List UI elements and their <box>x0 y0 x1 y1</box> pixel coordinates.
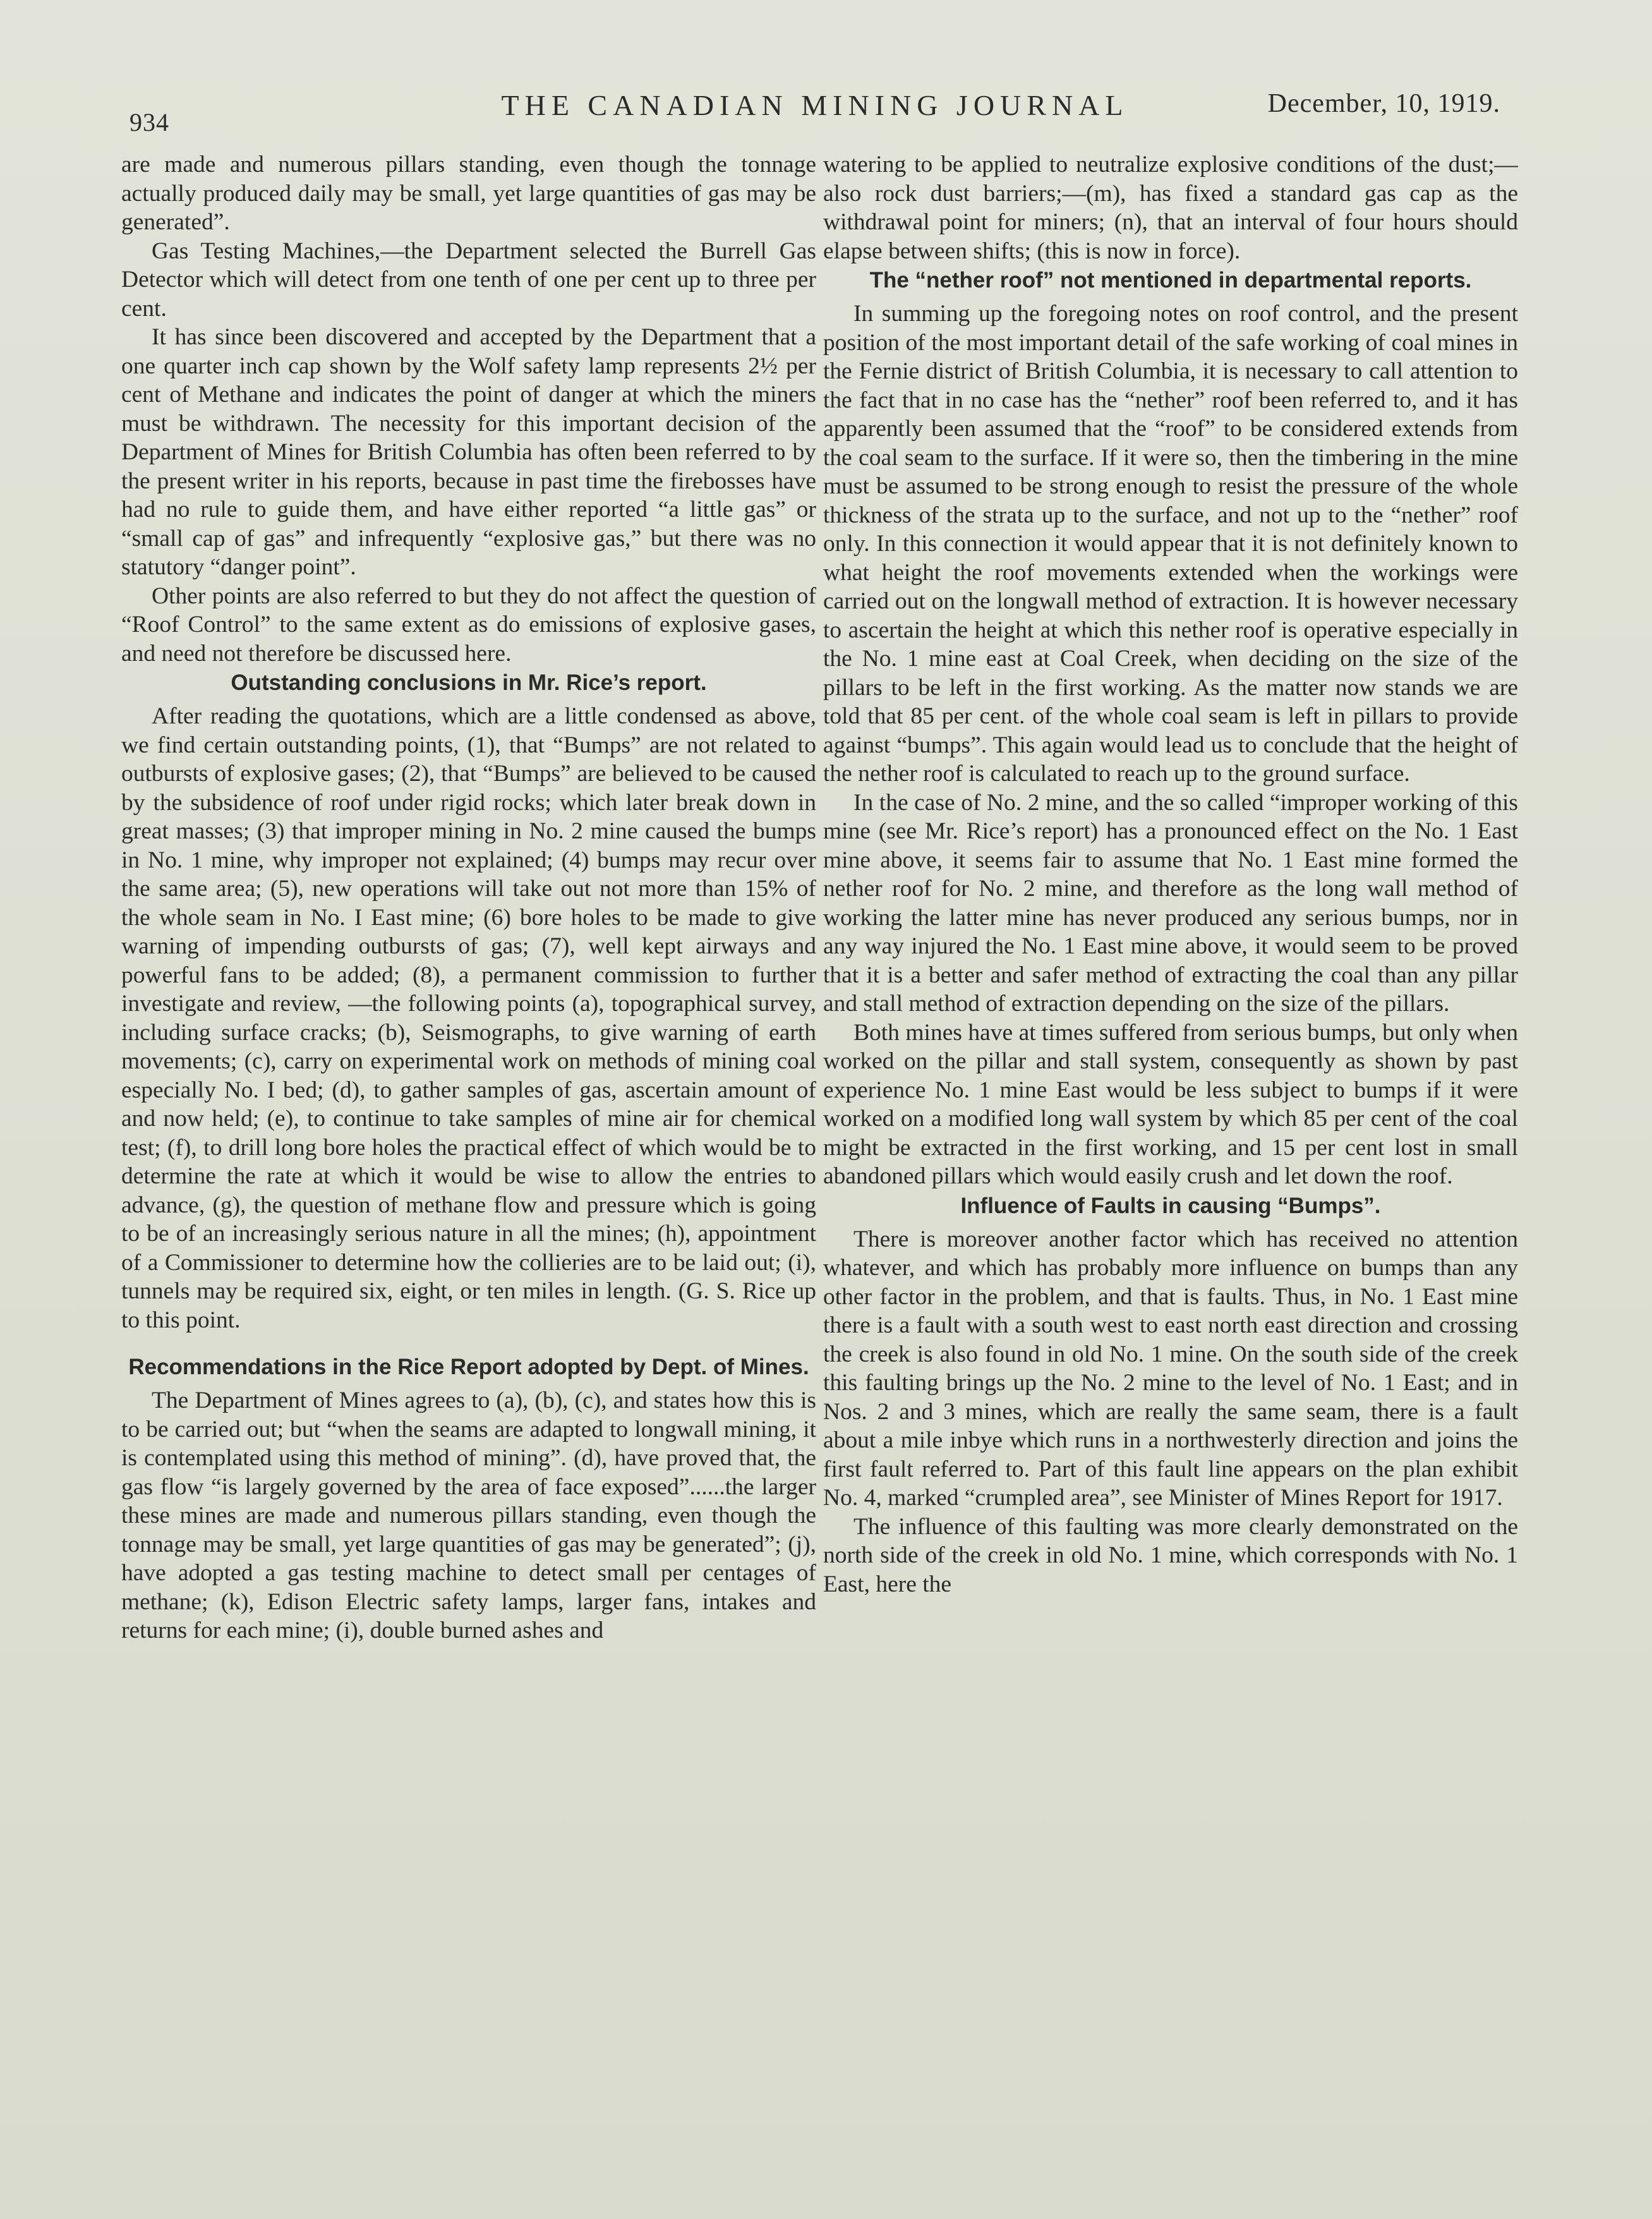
right-paragraph-6: The influence of this faulting was more clearly demonstrated on the north side of the creek in old No. 1 mine, which corresponds with No. 1 East, here the <box>823 1513 1518 1597</box>
page-header <box>130 88 1500 136</box>
right-paragraph-4: Both mines have at times suffered from serious bumps, but only when worked on the pillar and stall system, consequently as shown by past experience No. 1 mine East would be less subject to bumps if it were worked on a modified long wall system by which 85 per cent of the coal might be extracted in the first working, and 15 per cent lost in small abandoned pillars which would easily crush and let down the roof. <box>823 1019 1518 1189</box>
page-number: 934 <box>130 108 169 136</box>
right-paragraph-5: There is moreover another factor which has received no attention whatever, and which has probably more influence on bumps than any other factor in the problem, and that is faults. Thus, in No. 1 East mine there is a fault with a south west to east north east direction and crossing the creek is also found in old No. 1 mine. On the south side of the creek this faulting brings up the No. 2 mine to the level of No. 1 East; and in Nos. 2 and 3 mines, which are really the same seam, there is a fault about a mile inbye which runs in a northwesterly direction and joins the first fault referred to. Part of this fault line appears on the plan exhibit No. 4, marked “crumpled area”, see Minister of Mines Report for 1917. <box>823 1226 1518 1511</box>
left-paragraph-1: are made and numerous pillars standing, even though the tonnage actually produced daily may be small, yet large quantities of gas may be generated”. <box>121 152 816 235</box>
section-heading-nether-roof: The “nether roof” not mentioned in departmental reports. <box>869 268 1472 293</box>
right-paragraph-1: watering to be applied to neutralize explosive conditions of the dust;—also rock dust barriers;—(m), has fixed a standard gas cap as the withdrawal point for miners; (n), that an interval of four hours should elapse between shifts; (this is now in force). <box>823 152 1518 264</box>
section-heading-influence-of-faults: Influence of Faults in causing “Bumps”. <box>960 1193 1381 1218</box>
issue-date: December, 10, 1919. <box>1267 89 1500 118</box>
section-heading-outstanding-conclusions: Outstanding conclusions in Mr. Rice’s report. <box>231 670 707 695</box>
section-heading-recommendations: Recommendations in the Rice Report adopted by Dept. of Mines. <box>128 1355 809 1379</box>
left-paragraph-4: Other points are also referred to but they do not affect the question of “Roof Control” to the same extent as do emissions of explosive gases, and need not therefore be discussed here. <box>121 583 816 667</box>
left-paragraph-5: After reading the quotations, which are a little condensed as above, we find certain outstanding points, (1), that “Bumps” are not related to outbursts of explosive gases; (2), that “Bumps” are believed to be caused by the subsidence of roof under rigid rocks; which later break down in great masses; (3) that improper mining in No. 2 mine caused the bumps in No. 1 mine, why improper not explained; (4) bumps may recur over the same area; (5), new operations will take out not more than 15% of the whole seam in No. I East mine; (6) bore holes to be made to give warning of impending outbursts of gas; (7), well kept airways and powerful fans to be added; (8), a permanent commission to further investigate and review, —the following points (a), topographical survey, including surface cracks; (b), Seismographs, to give warning of earth movements; (c), carry on experimental work on methods of mining coal especially No. I bed; (d), to gather samples of gas, ascertain amount of and now held; (e), to continue to take samples of mine air for chemical test; (f), to drill long bore holes the practical effect of which would be to determine the rate at which it would be wise to allow the entries to advance, (g), the question of methane flow and pressure which is going to be of an increasingly serious nature in all the mines; (h), appointment of a Commissioner to determine how the collieries are to be laid out; (i), tunnels may be required six, eight, or ten miles in length. (G. S. Rice up to this point. <box>121 703 816 1333</box>
left-paragraph-3: It has since been discovered and accepted by the Department that a one quarter inch cap shown by the Wolf safety lamp represents 2½ per cent of Methane and indicates the point of danger at which the miners must be withdrawn. The necessity for this important decision of the Department of Mines for British Columbia has often been referred to by the present writer in his reports, because in past time the firebosses have had no rule to guide them, and have either reported “a little gas” or “small cap of gas” and infrequently “explosive gas,” but there was no statutory “danger point”. <box>121 324 816 580</box>
left-paragraph-6: The Department of Mines agrees to (a), (b), (c), and states how this is to be carried out; but “when the seams are adapted to longwall mining, it is contemplated using this method of mining”. (d), have proved that, the gas flow “is largely governed by the area of face exposed”......the larger these mines are made and numerous pillars standing, even though the tonnage may be small, yet large quantities of gas may be generated”; (j), have adopted a gas testing machine to detect small per centages of methane; (k), Edison Electric safety lamps, larger fans, intakes and returns for each mine; (i), double burned ashes and <box>121 1388 816 1643</box>
left-column <box>121 150 816 2172</box>
journal-title: THE CANADIAN MINING JOURNAL <box>501 89 1129 121</box>
right-paragraph-2: In summing up the foregoing notes on roof control, and the present position of the most important detail of the safe working of coal mines in the Fernie district of British Columbia, it is necessary to call attention to the fact that in no case has the “nether” roof been referred to, and it has apparently been assumed that the “roof” to be considered extends from the coal seam to the surface. If it were so, then the timbering in the mine must be assumed to be strong enough to resist the pressure of the whole thickness of the strata up to the surface, and not up to the “nether” roof only. In this connection it would appear that it is not definitely known to what height the roof movements extended when the workings were carried out on the longwall method of extraction. It is however necessary to ascertain the height at which this nether roof is operative especially in the No. 1 mine east at Coal Creek, when deciding on the size of the pillars to be left in the first working. As the matter now stands we are told that 85 per cent. of the whole coal seam is left in pillars to provide against “bumps”. This again would lead us to conclude that the height of the nether roof is calculated to reach up to the ground surface. <box>823 301 1518 787</box>
right-column <box>823 150 1518 2172</box>
left-paragraph-2: Gas Testing Machines,—the Department selected the Burrell Gas Detector which will detect from one tenth of one per cent up to three per cent. <box>121 238 816 322</box>
right-paragraph-3: In the case of No. 2 mine, and the so called “improper working of this mine (see Mr. Rice’s report) has a pronounced effect on the No. 1 East mine above, it seems fair to assume that No. 1 East mine formed the nether roof for No. 2 mine, and therefore as the long wall method of working the latter mine has never produced any serious bumps, nor in any way injured the No. 1 East mine above, it would seem to be proved that it is a better and safer method of extracting the coal than any pillar and stall method of extraction depending on the size of the pillars. <box>823 789 1518 1017</box>
